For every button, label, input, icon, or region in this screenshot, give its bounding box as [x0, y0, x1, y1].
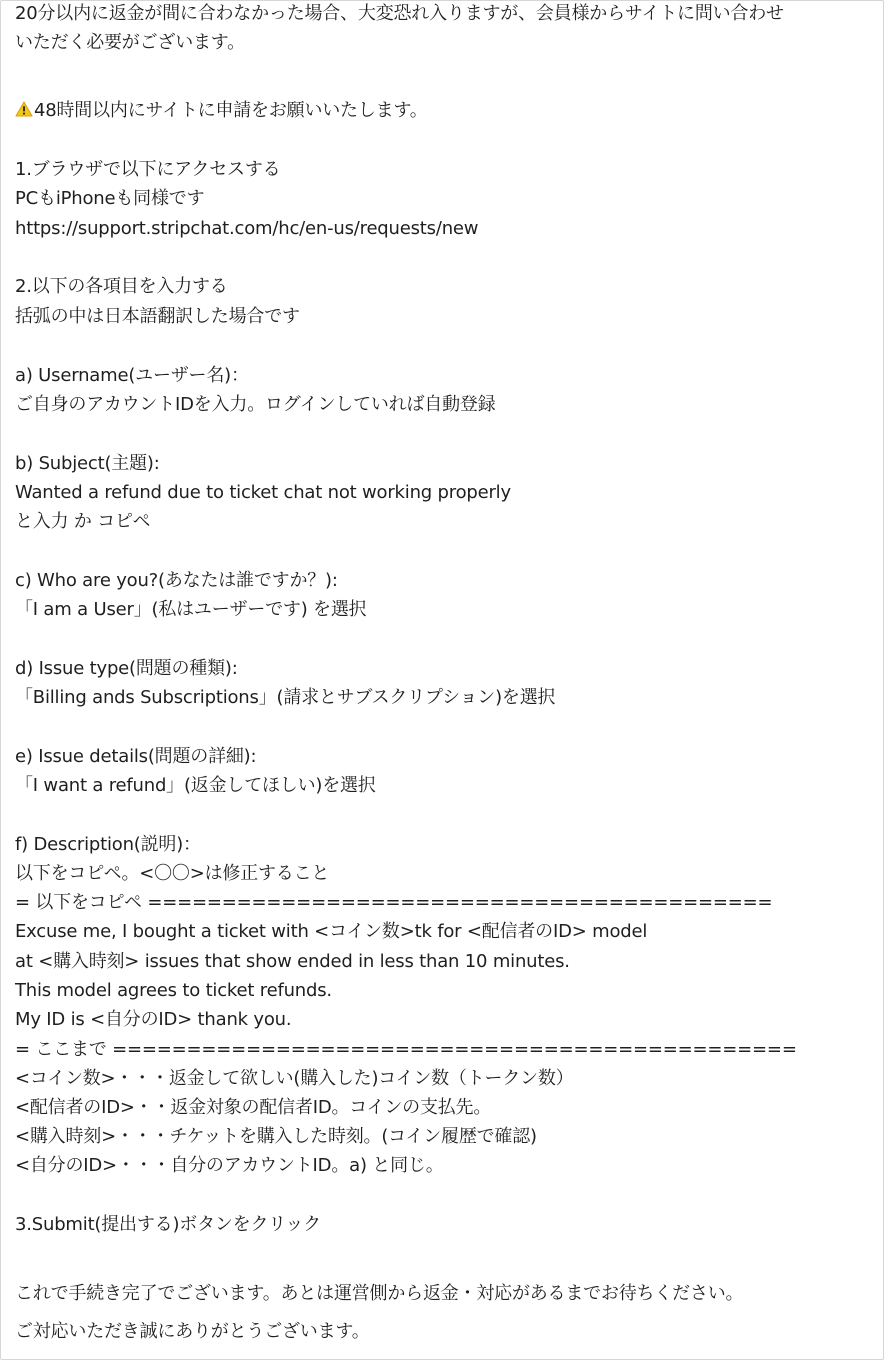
copy-text-line-4: My ID is <自分のID> thank you.	[15, 1009, 292, 1030]
legend-line-2: <配信者のID>・・返金対象の配信者ID。コインの支払先。	[15, 1097, 492, 1118]
legend-line-1: <コイン数>・・・返金して欲しい(購入した)コイン数（トークン数）	[15, 1068, 574, 1089]
issue-type-label: d) Issue type(問題の種類):	[15, 658, 238, 679]
issue-details-text: 「I want a refund」(返金してほしい)を選択	[15, 775, 376, 796]
intro-line-2: いただく必要がございます。	[15, 32, 245, 53]
copy-text-line-2: at <購入時刻> issues that show ended in less than 10 minutes.	[15, 951, 570, 972]
issue-type-text: 「Billing ands Subscriptions」(請求とサブスクリプション)を選択	[15, 687, 556, 708]
subject-text: Wanted a refund due to ticket chat not working properly	[15, 482, 511, 503]
copy-end-divider: = ここまで ==============================================	[15, 1039, 797, 1060]
step1-title: 1.ブラウザで以下にアクセスする	[15, 159, 281, 180]
description-label: f) Description(説明)：	[15, 834, 201, 855]
who-text: 「I am a User」(私はユーザーです) を選択	[15, 599, 367, 620]
step1-note: PCもiPhoneも同様です	[15, 188, 205, 209]
copy-text-line-1: Excuse me, I bought a ticket with <コイン数>tk for <配信者のID> model	[15, 921, 648, 942]
legend-line-4: <自分のID>・・・自分のアカウントID。a) と同じ。	[15, 1155, 444, 1176]
copy-text-line-3: This model agrees to ticket refunds.	[15, 980, 332, 1001]
warning-text: 48時間以内にサイトに申請をお願いいたします。	[34, 100, 428, 121]
issue-details-label: e) Issue details(問題の詳細):	[15, 746, 257, 767]
closing-line-2: ご対応いただき誠にありがとうございます。	[15, 1321, 370, 1342]
copy-start-divider: = 以下をコピペ ==========================================	[15, 892, 773, 913]
warning-icon	[15, 100, 33, 116]
subject-label: b) Subject(主題):	[15, 453, 160, 474]
support-url-link[interactable]: https://support.stripchat.com/hc/en-us/requests/new	[15, 218, 479, 239]
who-label: c) Who are you?(あなたは誰ですか？):	[15, 570, 338, 591]
step2-note: 括弧の中は日本語翻訳した場合です	[15, 306, 300, 327]
step3-title: 3.Submit(提出する)ボタンをクリック	[15, 1214, 321, 1235]
warning-line	[15, 99, 428, 123]
closing-line-1: これで手続き完了でございます。あとは運営側から返金・対応があるまでお待ちください。	[15, 1283, 744, 1304]
username-text: ご自身のアカウントIDを入力。ログインしていれば自動登録	[15, 394, 496, 415]
intro-line-1: 20分以内に返金が間に合わなかった場合、大変恐れ入りますが、会員様からサイトに問い合わせ	[15, 3, 784, 24]
username-label: a) Username(ユーザー名)：	[15, 365, 249, 386]
legend-line-3: <購入時刻>・・・チケットを購入した時刻。(コイン履歴で確認)	[15, 1126, 537, 1147]
step2-title: 2.以下の各項目を入力する	[15, 276, 228, 297]
subject-instruction: と入力 か コピペ	[15, 511, 151, 532]
description-note: 以下をコピペ。<〇〇>は修正すること	[15, 863, 330, 884]
